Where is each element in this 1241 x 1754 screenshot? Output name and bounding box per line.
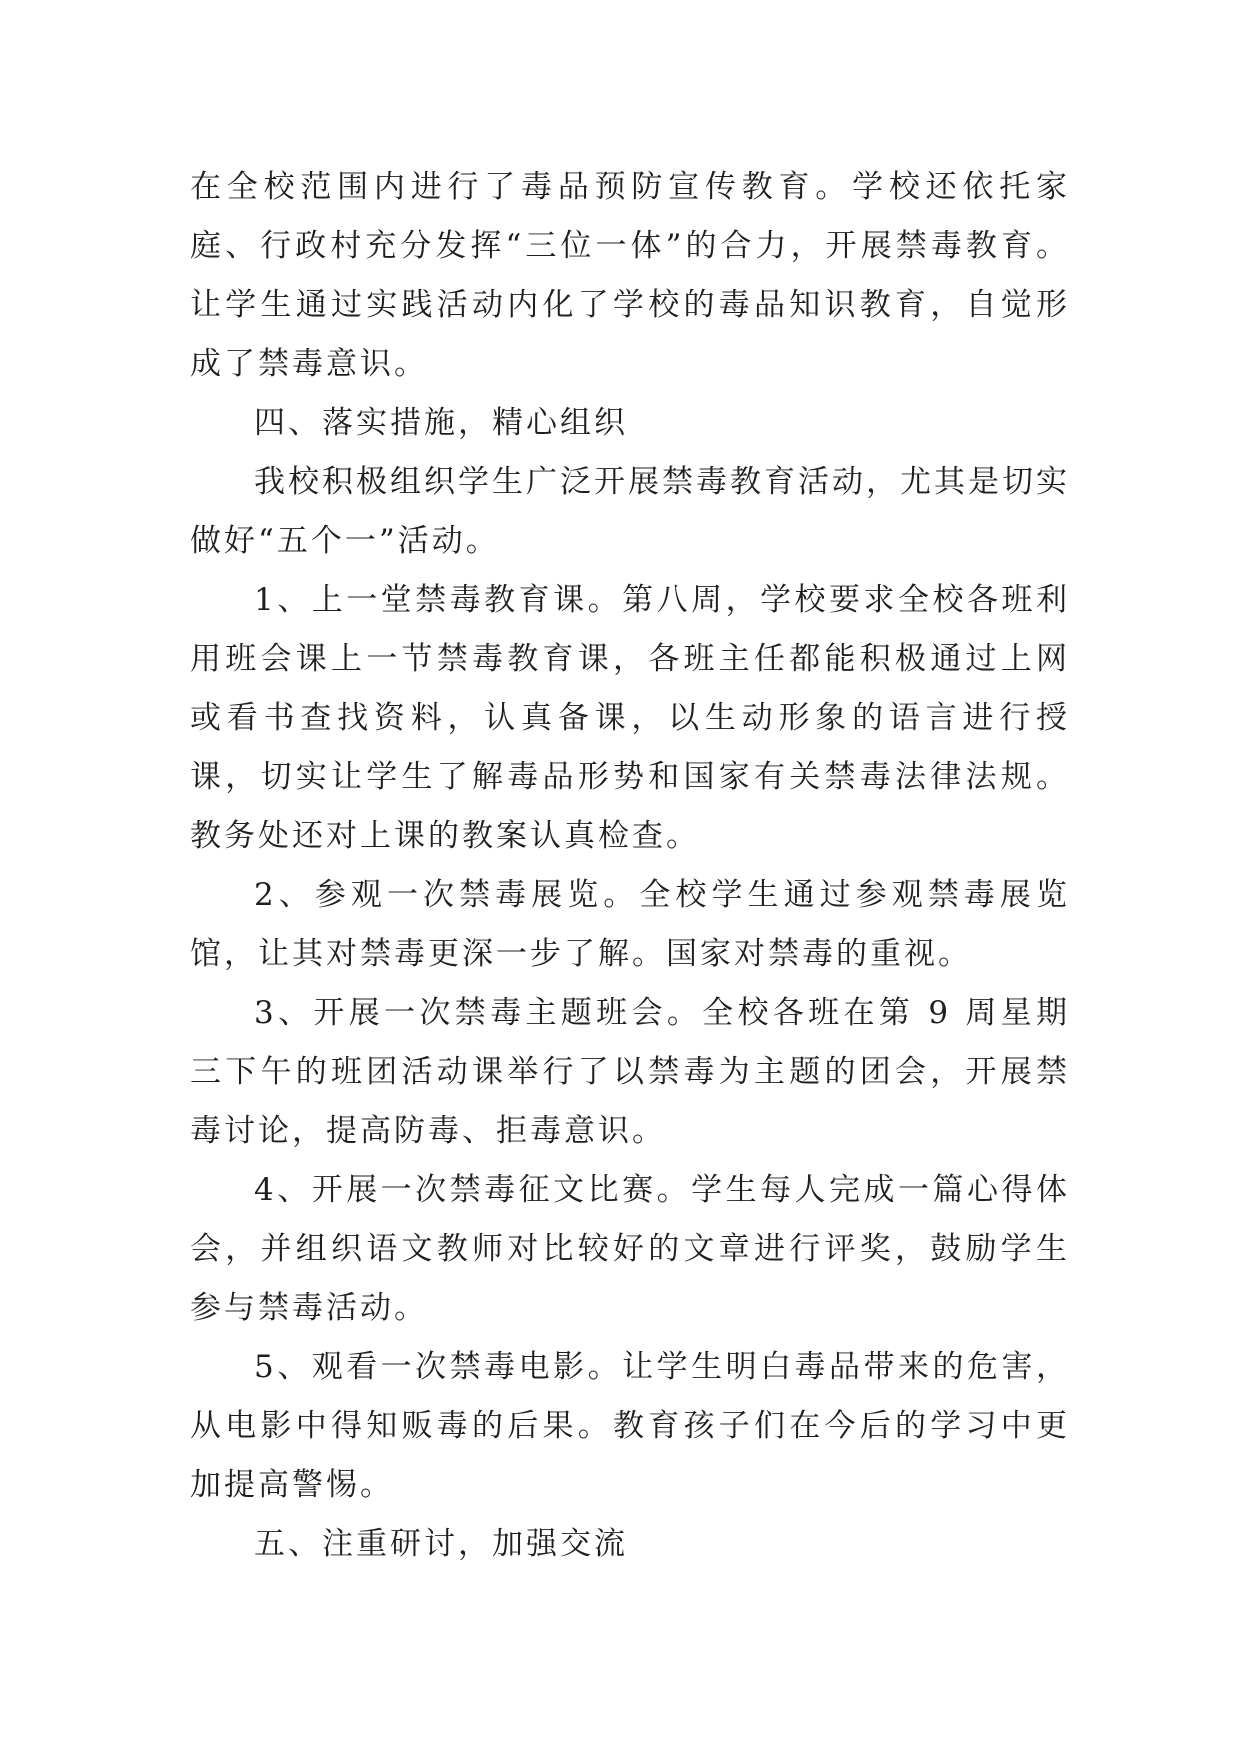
- section-heading-five: 五、注重研讨，加强交流: [254, 1526, 628, 1562]
- list-item-2: 2、参观一次禁毒展览。全校学生通过参观禁毒展览馆，让其对禁毒更深一步了解。国家对禁毒的重视。: [190, 877, 1070, 972]
- paragraph-five-activities-intro: 我校积极组织学生广泛开展禁毒教育活动，尤其是切实做好“五个一”活动。: [190, 464, 1070, 559]
- document-body: [190, 158, 1070, 1574]
- paragraph-continuation: 在全校范围内进行了毒品预防宣传教育。学校还依托家庭、行政村充分发挥“三位一体”的合力，开展禁毒教育。让学生通过实践活动内化了学校的毒品知识教育，自觉形成了禁毒意识。: [190, 169, 1070, 382]
- list-item-4: 4、开展一次禁毒征文比赛。学生每人完成一篇心得体会，并组织语文教师对比较好的文章进行评奖，鼓励学生参与禁毒活动。: [190, 1172, 1070, 1326]
- list-item-5: 5、观看一次禁毒电影。让学生明白毒品带来的危害，从电影中得知贩毒的后果。教育孩子们在今后的学习中更加提高警惕。: [190, 1349, 1070, 1503]
- list-item-3: 3、开展一次禁毒主题班会。全校各班在第 9 周星期三下午的班团活动课举行了以禁毒为主题的团会，开展禁毒讨论，提高防毒、拒毒意识。: [190, 995, 1070, 1149]
- list-item-1: 1、上一堂禁毒教育课。第八周，学校要求全校各班利用班会课上一节禁毒教育课，各班主任都能积极通过上网或看书查找资料，认真备课，以生动形象的语言进行授课，切实让学生了解毒品形势和国家有关禁毒法律法规。教务处还对上课的教案认真检查。: [190, 582, 1070, 854]
- section-heading-four: 四、落实措施，精心组织: [254, 405, 628, 441]
